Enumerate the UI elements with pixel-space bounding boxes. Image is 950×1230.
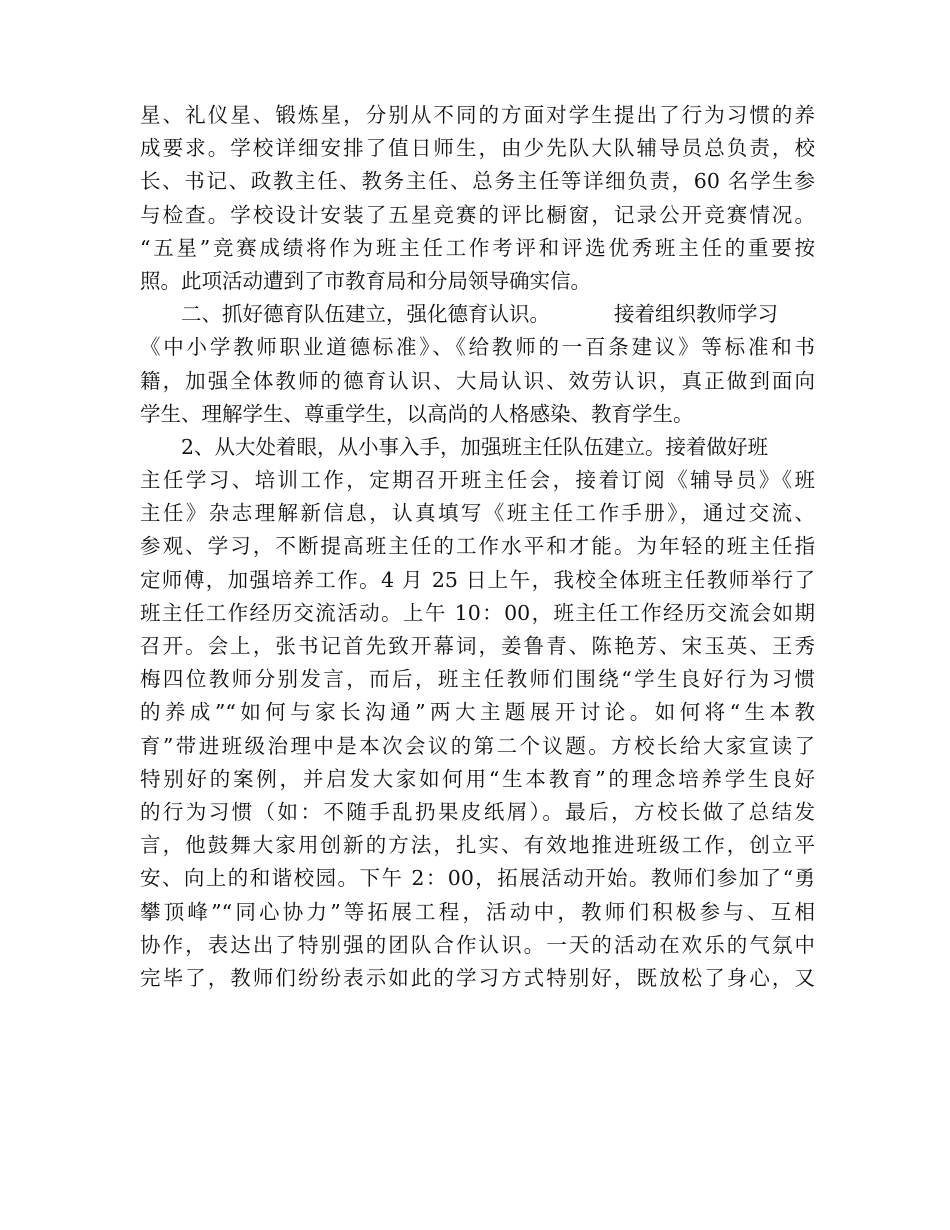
text-line: 的行为习惯（如：不随手乱扔果皮纸屑）。最后，方校长做了总结发 xyxy=(140,799,815,824)
text-line: 召开。会上，张书记首先致开幕词，姜鲁青、陈艳芳、宋玉英、王秀 xyxy=(140,634,815,658)
text-line: 学生、理解学生、尊重学生，以高尚的人格感染、教育学生。 xyxy=(140,401,694,426)
text-line: 攀顶峰”“同心协力”等拓展工程，活动中，教师们积极参与、互相 xyxy=(140,899,815,924)
text-line: 成要求。学校详细安排了值日师生，由少先队大队辅导员总负责，校 xyxy=(140,136,815,161)
paragraph-1 xyxy=(140,99,815,298)
text-line xyxy=(140,298,815,331)
text-run: 接着组织教师学习 xyxy=(614,302,778,327)
text-line: 安、向上的和谐校园。下午 2：00，拓展活动开始。教师们参加了“勇 xyxy=(140,866,815,891)
paragraph-3 xyxy=(140,431,815,995)
paragraph-2 xyxy=(140,298,815,431)
text-line: “五星”竞赛成绩将作为班主任工作考评和评选优秀班主任的重要按 xyxy=(140,235,815,260)
text-line: 定师傅，加强培养工作。4 月 25 日上午，我校全体班主任教师举行了 xyxy=(140,567,815,592)
section-heading: 二、抓好德育队伍建立，强化德育认识。 xyxy=(181,302,550,327)
text-line: 照。此项活动遭到了市教育局和分局领导确实信。 xyxy=(140,268,591,293)
text-line: 言，他鼓舞大家用创新的方法，扎实、有效地推进班级工作，创立平 xyxy=(140,833,815,858)
text-line: 2、从大处着眼，从小事入手，加强班主任队伍建立。接着做好班 xyxy=(181,434,769,459)
text-line: 班主任工作经历交流活动。上午 10：00，班主任工作经历交流会如期 xyxy=(140,600,815,625)
text-line: 的养成”“如何与家长沟通”两大主题展开讨论。如何将“生本教 xyxy=(140,700,815,725)
text-line: 协作，表达出了特别强的团队合作认识。一天的活动在欢乐的气氛中 xyxy=(140,932,815,957)
text-line: 长、书记、政教主任、教务主任、总务主任等详细负责，60 名学生参 xyxy=(140,169,815,194)
document-body xyxy=(140,99,815,995)
text-line: 星、礼仪星、锻炼星，分别从不同的方面对学生提出了行为习惯的养 xyxy=(140,103,815,127)
text-line: 与检查。学校设计安装了五星竞赛的评比橱窗，记录公开竞赛情况。 xyxy=(140,202,815,227)
text-line: 主任学习、培训工作，定期召开班主任会，接着订阅《辅导员》《班 xyxy=(140,468,815,493)
text-line: 主任》杂志理解新信息，认真填写《班主任工作手册》，通过交流、 xyxy=(140,501,815,526)
text-line: 参观、学习，不断提高班主任的工作水平和才能。为年轻的班主任指 xyxy=(140,534,815,559)
text-line: 特别好的案例，并启发大家如何用“生本教育”的理念培养学生良好 xyxy=(140,766,815,791)
text-line: 《中小学教师职业道德标准》、《给教师的一百条建议》等标准和书 xyxy=(140,335,815,360)
text-line: 育”带进班级治理中是本次会议的第二个议题。方校长给大家宣读了 xyxy=(140,733,815,758)
text-line: 籍，加强全体教师的德育认识、大局认识、效劳认识，真正做到面向 xyxy=(140,368,815,393)
text-line: 完毕了，教师们纷纷表示如此的学习方式特别好，既放松了身心，又 xyxy=(140,965,815,990)
text-line: 梅四位教师分别发言，而后，班主任教师们围绕“学生良好行为习惯 xyxy=(140,667,815,692)
